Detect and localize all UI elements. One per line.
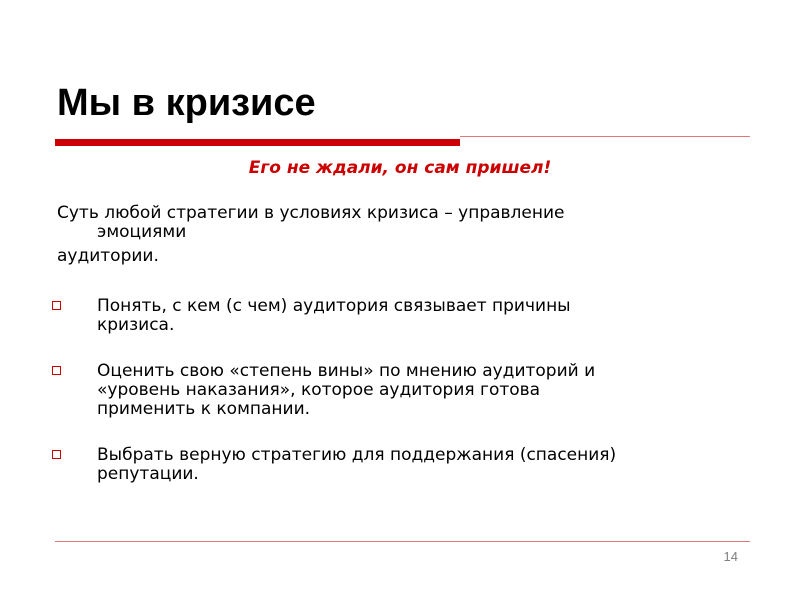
bullet-line: «уровень наказания», которое аудитория готова [97,380,541,400]
bullet-line: репутации. [97,464,199,484]
lead-line: эмоциями [97,222,187,242]
title-underline-thin [460,136,750,137]
slide-subtitle: Его не ждали, он сам пришел! [248,158,552,178]
slide-title: Мы в кризисе [57,82,316,124]
lead-line: Суть любой стратегии в условиях кризиса – управление [57,203,565,223]
footer-rule [55,541,750,542]
bullet-line: Оценить свою «степень вины» по мнению аудиторий и [97,361,596,381]
bullet-line: кризиса. [97,315,175,335]
page-number: 14 [723,549,738,564]
bullet-line: Выбрать верную стратегию для поддержания (спасения) [97,445,617,465]
square-bullet-icon [52,366,61,375]
bullet-line: Понять, с кем (с чем) аудитория связывает причины [97,296,571,316]
lead-line: аудитории. [57,246,159,266]
bullet-item [50,362,750,419]
title-underline-thick [55,139,460,146]
bullet-item [50,297,750,335]
square-bullet-icon [52,450,61,459]
lead-paragraph [57,204,757,266]
bullet-item [50,446,750,484]
bullet-list [50,297,750,511]
square-bullet-icon [52,301,61,310]
bullet-line: применить к компании. [97,399,311,419]
